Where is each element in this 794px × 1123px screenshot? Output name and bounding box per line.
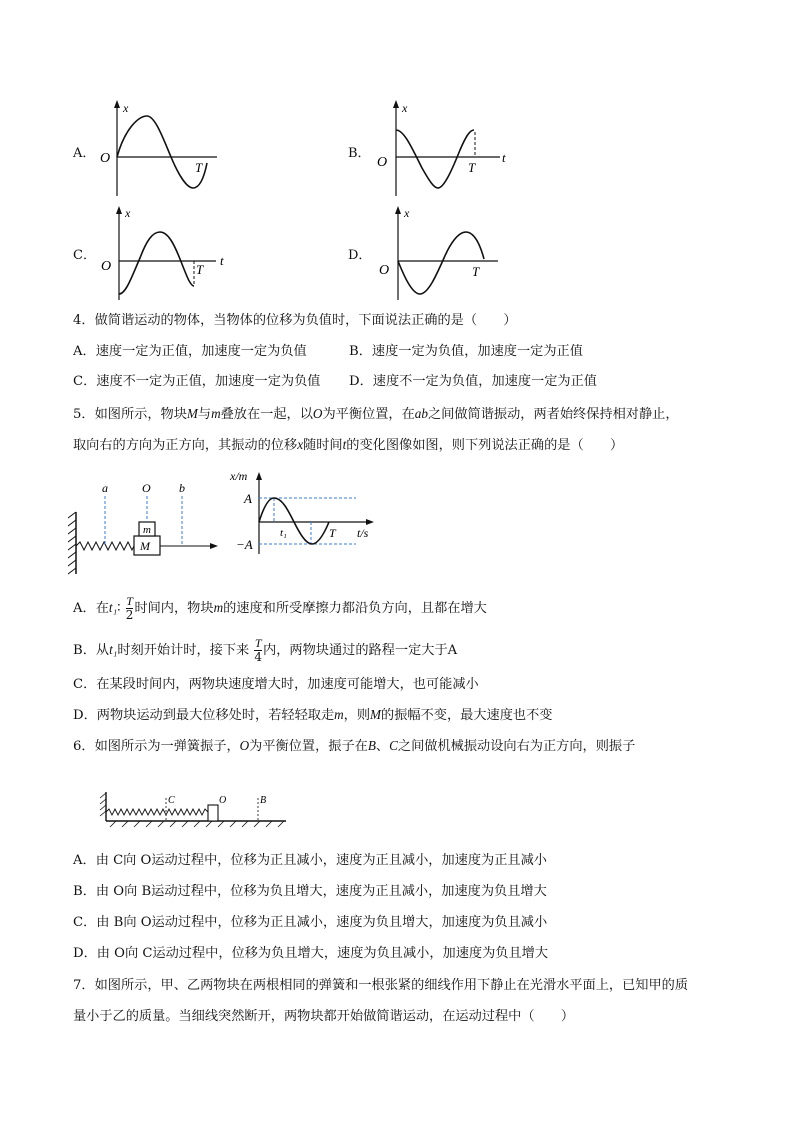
q4-option-a: A．速度一定为正值，加速度一定为负值	[73, 344, 307, 359]
q6-spring-figure	[98, 788, 290, 828]
q6-option-a: A．由 C向 O运动过程中，位移为正且减小，速度为正且减小，加速度为正且减小	[73, 853, 547, 868]
q4-option-d: D．速度不一定为负值，加速度一定为正值	[349, 374, 597, 389]
q5-fig-a: a	[102, 481, 108, 495]
q5-fig-b: b	[179, 481, 185, 495]
q4-stem: 4．做简谐运动的物体，当物体的位移为负值时，下面说法正确的是（ ）	[73, 313, 517, 328]
graph-c-origin: O	[101, 259, 112, 274]
graph-d-x-label: x	[404, 206, 410, 220]
q6-stem: 6．如图所示为一弹簧振子，O为平衡位置，振子在B、C之间做机械振动设向右为正方向，则振子	[73, 738, 636, 754]
q7-stem-line2: 量小于乙的质量。当细线突然断开，两物块都开始做简谐运动，在运动过程中（ ）	[73, 1009, 575, 1024]
q6-fig-C: C	[168, 795, 175, 806]
graph-d-origin: O	[379, 263, 390, 278]
q5-option-a: A．在t₁∶ $\frac{T}{2}$ 时间内，物块m的速度和所受摩擦力都沿负方向，且都在增大	[73, 594, 487, 622]
fraction-T-over-2: $\frac{T}{2}$	[125, 594, 134, 622]
q5-option-b: B．从t₁时刻开始计时，接下来 $\frac{T}{4}$ 内，两物块通过的路程一定大于A	[73, 636, 458, 664]
q6-option-c: C．由 B向 O运动过程中，位移为正且减小，速度为负且增大，加速度为负且减小	[73, 915, 548, 930]
graph-a	[95, 98, 225, 198]
q5-option-c: C．在某段时间内，两物块速度增大时，加速度可能增大，也可能减小	[73, 677, 479, 692]
graph-c-label: C．	[73, 248, 96, 263]
graph-d-period: T	[472, 264, 480, 279]
q6-fig-B: B	[260, 795, 267, 806]
q5-xt-graph	[228, 466, 388, 556]
graph-b-period: T	[468, 160, 476, 175]
graph-c-t-label: t	[220, 253, 224, 268]
graph-d-label: D．	[348, 248, 372, 263]
graph-b-origin: O	[377, 155, 388, 170]
q7-stem-line1: 7．如图所示，甲、乙两物块在两根相同的弹簧和一根张紧的细线作用下静止在光滑水平面上，已知甲的质	[73, 978, 689, 993]
q5-graph-negA: −A	[236, 537, 253, 552]
q5-option-d: D．两物块运动到最大位移处时，若轻轻取走m，则M的振幅不变，最大速度也不变	[73, 707, 553, 723]
q5-graph-ylabel: x/m	[230, 469, 248, 483]
q5-fig-M: M	[140, 539, 150, 553]
graph-b-x-label: x	[402, 101, 408, 115]
q6-fig-O: O	[219, 795, 227, 806]
graph-b	[372, 98, 522, 198]
graph-a-period: T	[195, 160, 203, 175]
q5-graph-A: A	[244, 491, 252, 506]
graph-b-label: B．	[348, 146, 371, 161]
q5-spring-figure	[68, 478, 228, 578]
q5-graph-xlabel: t/s	[357, 526, 369, 540]
graph-a-origin: O	[100, 151, 111, 166]
graph-c-period: T	[196, 262, 204, 277]
fraction-T-over-4: $\frac{T}{4}$	[254, 636, 263, 664]
graph-a-x-label: x	[123, 101, 129, 115]
graph-c-x-label: x	[125, 206, 131, 220]
graph-d	[374, 204, 509, 304]
q6-option-b: B．由 O向 B运动过程中，位移为负且增大，速度为正且减小，加速度为负且增大	[73, 884, 547, 899]
q4-option-c: C．速度不一定为正值，加速度一定为负值	[73, 374, 321, 389]
q5-fig-O: O	[142, 481, 151, 495]
q4-option-b: B．速度一定为负值，加速度一定为正值	[349, 344, 583, 359]
graph-c	[98, 204, 238, 304]
q5-graph-T: T	[329, 526, 336, 540]
q5-stem-line1: 5．如图所示，物块M与m叠放在一起，以O为平衡位置，在ab之间做简谐振动，两者始终保持相对静止，	[73, 406, 679, 422]
q5-fig-m: m	[143, 524, 151, 536]
q6-option-d: D．由 O向 C运动过程中，位移为负且增大，速度为负且减小，加速度为负且增大	[73, 946, 549, 961]
graph-b-t-label: t	[502, 150, 506, 165]
graph-a-label: A．	[73, 146, 96, 161]
q5-graph-t1: t₁	[280, 527, 287, 539]
q5-stem-line2: 取向右的方向为正方向，其振动的位移x随时间t的变化图像如图，则下列说法正确的是（ ）	[73, 437, 624, 453]
